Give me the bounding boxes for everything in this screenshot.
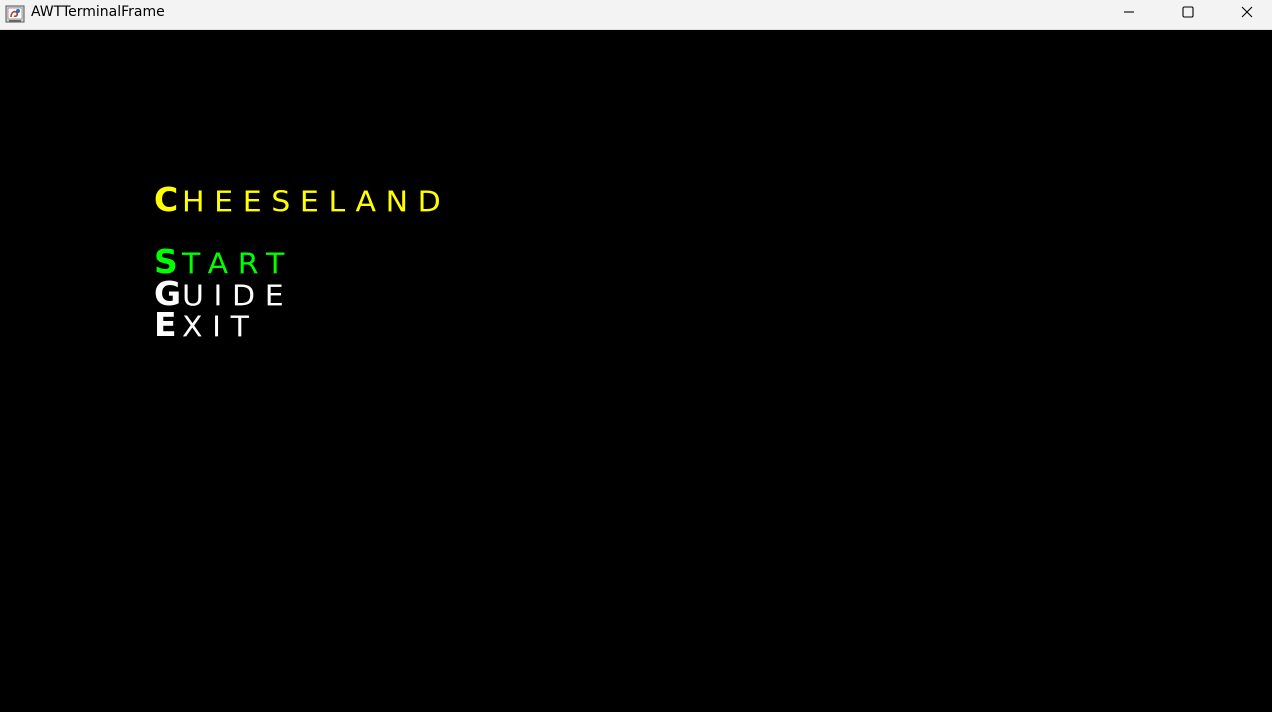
menu-item-initial: S: [154, 242, 178, 281]
java-app-icon[interactable]: [5, 4, 25, 24]
game-title: [154, 180, 451, 219]
maximize-icon: [1182, 6, 1194, 18]
menu-item-initial: G: [154, 274, 182, 313]
maximize-button[interactable]: [1165, 0, 1211, 24]
window-title: AWTTerminalFrame: [31, 4, 165, 20]
close-icon: [1241, 6, 1253, 18]
terminal-canvas[interactable]: [0, 30, 1272, 712]
menu-item-initial: E: [154, 305, 177, 344]
menu-item-label: XIT: [182, 310, 259, 344]
title-bar[interactable]: [0, 0, 1272, 30]
menu-item-label: UIDE: [182, 279, 294, 313]
minimize-icon: [1123, 6, 1135, 18]
minimize-button[interactable]: [1106, 0, 1152, 24]
menu-item-exit[interactable]: [154, 305, 259, 344]
game-title-rest: HEESELAND: [182, 185, 451, 219]
game-title-initial: C: [154, 180, 179, 219]
menu-item-label: TART: [182, 247, 294, 281]
close-button[interactable]: [1224, 0, 1270, 24]
